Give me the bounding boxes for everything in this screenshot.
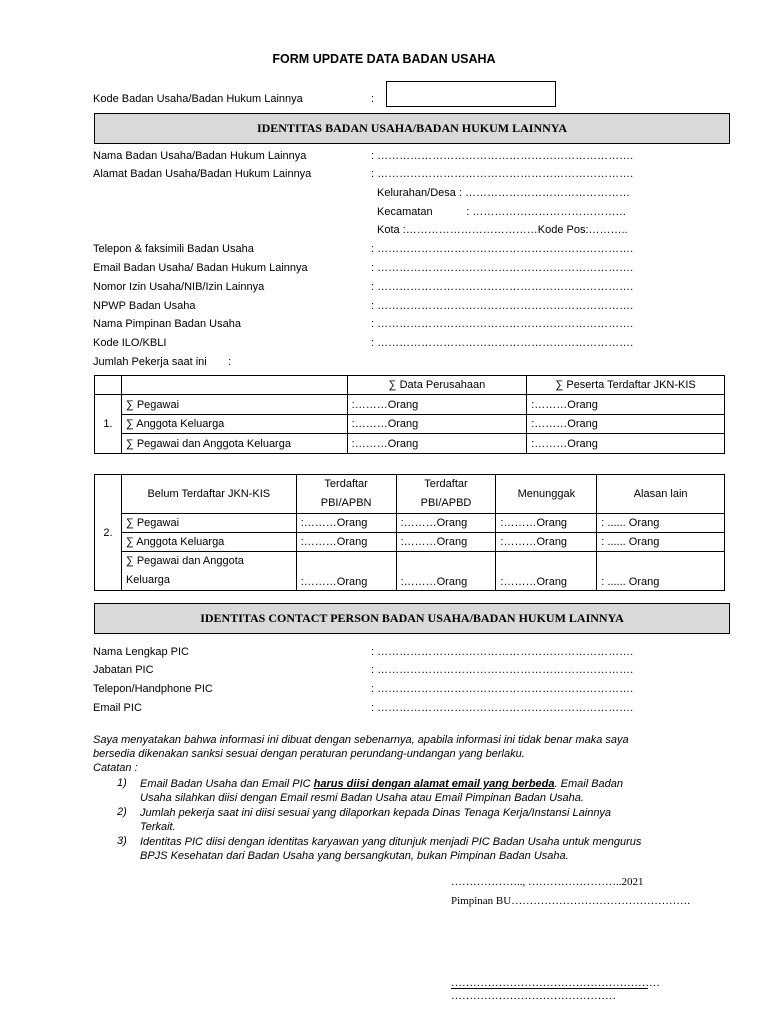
field-value-nama-pic[interactable]: : …………………………………………………………….: [371, 646, 634, 658]
header-belum-terdaftar: Belum Terdaftar JKN-KIS: [121, 475, 296, 514]
field-label-alamat: Alamat Badan Usaha/Badan Hukum Lainnya: [93, 168, 312, 180]
table-belum-terdaftar: [94, 474, 725, 591]
field-label-pimpinan: Nama Pimpinan Badan Usaha: [93, 318, 241, 330]
table-data-perusahaan: [94, 375, 725, 454]
row-number: 2.: [95, 475, 122, 591]
note-number: 1): [117, 777, 127, 789]
row-number: 1.: [95, 395, 122, 454]
field-label-email: Email Badan Usaha/ Badan Hukum Lainnya: [93, 262, 308, 274]
cell-value[interactable]: :………Orang: [347, 395, 527, 415]
row-label: ∑ Anggota Keluarga: [121, 533, 296, 552]
field-label-izin: Nomor Izin Usaha/NIB/Izin Lainnya: [93, 281, 265, 293]
field-value-email-pic[interactable]: : …………………………………………………………….: [371, 702, 634, 714]
field-label-ilo: Kode ILO/KBLI: [93, 337, 167, 349]
kode-label: Kode Badan Usaha/Badan Hukum Lainnya: [93, 93, 303, 105]
row-label: ∑ Pegawai dan Anggota Keluarga: [121, 434, 347, 454]
table-header-row: [95, 376, 725, 395]
table-row: [95, 552, 725, 591]
note-number: 3): [117, 835, 127, 847]
table-row: [95, 395, 725, 415]
row-label: ∑ Anggota Keluarga: [121, 415, 347, 434]
cell-value[interactable]: : ...... Orang: [597, 514, 725, 533]
table-row: [95, 514, 725, 533]
signature-date[interactable]: ……………….., ……………………..2021: [451, 876, 644, 888]
field-kelurahan[interactable]: Kelurahan/Desa : ………………………………………: [377, 187, 631, 199]
header-pbi-apbd: Terdaftar PBI/APBD: [396, 475, 496, 514]
row-label: ∑ Pegawai: [121, 395, 347, 415]
field-kecamatan[interactable]: Kecamatan : ……………………………………: [377, 206, 627, 218]
table-cell: [95, 376, 122, 395]
table-row: [95, 434, 725, 454]
cell-value[interactable]: :………Orang: [296, 533, 396, 552]
signature-underline: [451, 988, 648, 989]
signature-name-line[interactable]: …………………………………………………: [451, 977, 660, 989]
header-menunggak: Menunggak: [496, 475, 597, 514]
field-value-email[interactable]: : …………………………………………………………….: [371, 262, 634, 274]
field-label-jabatan-pic: Jabatan PIC: [93, 664, 154, 676]
header-pbi-apbn: Terdaftar PBI/APBN: [296, 475, 396, 514]
field-value-jabatan-pic[interactable]: : …………………………………………………………….: [371, 664, 634, 676]
note-3-line-1: Identitas PIC diisi dengan identitas karyawan yang ditunjuk menjadi PIC Badan Usaha untuk mengurus: [140, 836, 642, 848]
note-2-line-2: Terkait.: [140, 821, 176, 833]
cell-value[interactable]: :………Orang: [347, 415, 527, 434]
signature-title-line[interactable]: ………………………………………: [451, 990, 616, 1002]
note-3-line-2: BPJS Kesehatan dari Badan Usaha yang bersangkutan, bukan Pimpinan Badan Usaha.: [140, 850, 569, 862]
declaration-line-1: Saya menyatakan bahwa informasi ini dibuat dengan sebenarnya, apabila informasi ini tidak benar maka saya: [93, 734, 629, 746]
cell-value[interactable]: :………Orang: [527, 395, 725, 415]
cell-value[interactable]: :………Orang: [496, 533, 597, 552]
field-value-alamat[interactable]: : …………………………………………………………….: [371, 168, 634, 180]
table-header-row: [95, 475, 725, 514]
field-value-nama[interactable]: : …………………………………………………………….: [371, 150, 634, 162]
cell-value[interactable]: :………Orang: [347, 434, 527, 454]
field-label-npwp: NPWP Badan Usaha: [93, 300, 196, 312]
field-value-telepon[interactable]: : …………………………………………………………….: [371, 243, 634, 255]
table-row: [95, 415, 725, 434]
cell-value[interactable]: :………Orang: [296, 514, 396, 533]
cell-value[interactable]: : ...... Orang: [597, 552, 725, 591]
header-peserta-terdaftar: ∑ Peserta Terdaftar JKN-KIS: [527, 376, 725, 395]
page-title: FORM UPDATE DATA BADAN USAHA: [272, 52, 496, 66]
declaration-line-2: bersedia dikenakan sanksi sesuai dengan peraturan perundang-undangan yang berlaku.: [93, 748, 525, 760]
field-value-pimpinan[interactable]: : …………………………………………………………….: [371, 318, 634, 330]
kode-colon: :: [371, 93, 375, 105]
section-contact-person: IDENTITAS CONTACT PERSON BADAN USAHA/BADAN HUKUM LAINNYA: [94, 603, 730, 634]
field-label-telepon-pic: Telepon/Handphone PIC: [93, 683, 213, 695]
cell-value[interactable]: :………Orang: [527, 415, 725, 434]
header-data-perusahaan: ∑ Data Perusahaan: [347, 376, 527, 395]
field-value-ilo[interactable]: : …………………………………………………………….: [371, 337, 634, 349]
field-kota-kodepos[interactable]: Kota :………………………………Kode Pos:………..: [377, 224, 628, 236]
catatan-label: Catatan :: [93, 762, 138, 774]
field-label-nama: Nama Badan Usaha/Badan Hukum Lainnya: [93, 150, 307, 162]
signature-pimpinan[interactable]: Pimpinan BU………………………………………….: [451, 895, 690, 907]
field-value-telepon-pic[interactable]: : …………………………………………………………….: [371, 683, 634, 695]
field-label-jumlah-pekerja: Jumlah Pekerja saat ini :: [93, 356, 232, 368]
cell-value[interactable]: :………Orang: [296, 552, 396, 591]
note-1-line-1: Email Badan Usaha dan Email PIC harus diisi dengan alamat email yang berbeda. Email Badan: [140, 778, 623, 790]
row-label: ∑ Pegawai: [121, 514, 296, 533]
field-value-izin[interactable]: : …………………………………………………………….: [371, 281, 634, 293]
cell-value[interactable]: :………Orang: [527, 434, 725, 454]
section-identitas-badan-usaha: IDENTITAS BADAN USAHA/BADAN HUKUM LAINNYA: [94, 113, 730, 144]
header-alasan-lain: Alasan lain: [597, 475, 725, 514]
field-value-npwp[interactable]: : …………………………………………………………….: [371, 300, 634, 312]
cell-value[interactable]: :………Orang: [396, 533, 496, 552]
cell-value[interactable]: :………Orang: [396, 514, 496, 533]
note-number: 2): [117, 806, 127, 818]
cell-value[interactable]: :………Orang: [496, 514, 597, 533]
note-1-line-2: Usaha silahkan diisi dengan Email resmi Badan Usaha atau Email Pimpinan Badan Usaha.: [140, 792, 584, 804]
cell-value[interactable]: :………Orang: [496, 552, 597, 591]
field-label-email-pic: Email PIC: [93, 702, 142, 714]
kode-input[interactable]: [386, 81, 556, 107]
cell-value[interactable]: :………Orang: [396, 552, 496, 591]
field-label-telepon: Telepon & faksimili Badan Usaha: [93, 243, 254, 255]
row-label: ∑ Pegawai dan Anggota Keluarga: [121, 552, 296, 591]
note-1-emphasis: harus diisi dengan alamat email yang berbeda: [313, 778, 555, 790]
field-label-nama-pic: Nama Lengkap PIC: [93, 646, 189, 658]
table-row: [95, 533, 725, 552]
cell-value[interactable]: : ...... Orang: [597, 533, 725, 552]
note-2-line-1: Jumlah pekerja saat ini diisi sesuai yang dilaporkan kepada Dinas Tenaga Kerja/Instansi Lainnya: [140, 807, 612, 819]
table-cell: [121, 376, 347, 395]
